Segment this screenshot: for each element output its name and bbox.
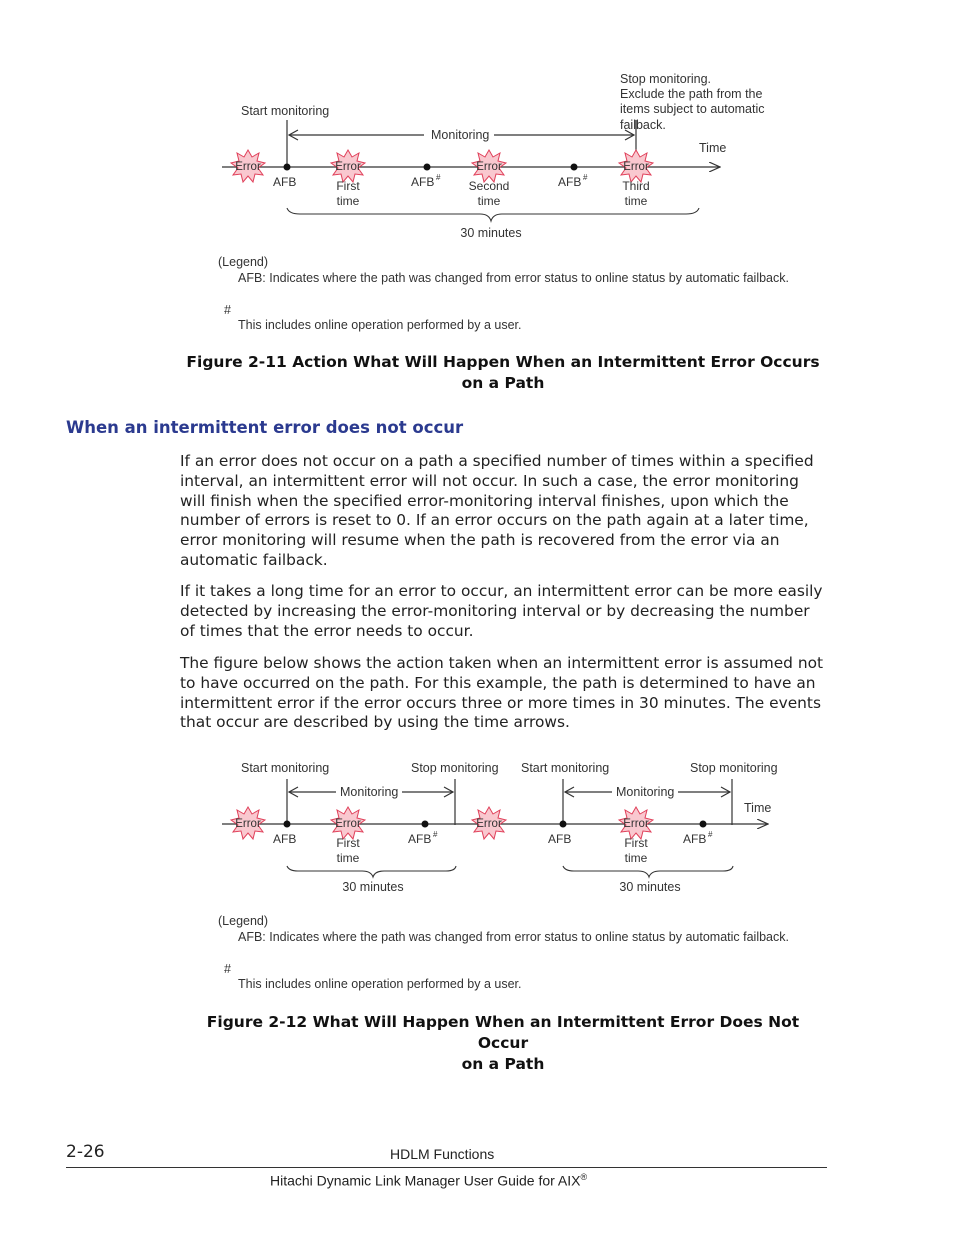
fig1-stop-line1: Stop monitoring. bbox=[620, 72, 712, 86]
figure-2-12-caption-line2: on a Path bbox=[461, 1055, 545, 1073]
fig2-time-label: Time bbox=[744, 801, 772, 815]
fig1-afb-dot bbox=[284, 164, 291, 171]
fig2-first-label: First bbox=[624, 836, 648, 850]
footer-divider bbox=[66, 1167, 827, 1168]
fig1-legend-title: (Legend) bbox=[218, 255, 269, 269]
footer-book-title bbox=[270, 1172, 587, 1189]
fig2-monitoring-label: Monitoring bbox=[616, 785, 675, 799]
fig2-error-text: Error bbox=[623, 818, 649, 830]
footer-section: HDLM Functions bbox=[390, 1146, 495, 1162]
fig1-error-text: Error bbox=[235, 161, 261, 173]
body-paragraph: If an error does not occur on a path a specified number of times within a specified interval, an intermittent error will not occur. In such a case, the error monitoring will finish when the specified error-monitoring interval finishes, upon which the number of errors is reset to 0. If an error occurs on the path again at a later time, error monitoring will resume when the path is recovered from the error via an automatic failback. bbox=[180, 452, 814, 569]
figure-2-12-caption bbox=[180, 1012, 826, 1075]
fig2-error-text: Error bbox=[335, 818, 361, 830]
fig2-afb-hash: # bbox=[433, 830, 438, 839]
fig1-afb-user-label: AFB bbox=[558, 175, 582, 189]
figure-2-11-caption-line1: Figure 2-11 Action What Will Happen When an Intermittent Error Occurs bbox=[186, 353, 820, 371]
fig2-duration: 30 minutes bbox=[619, 880, 681, 894]
fig1-afb-dot bbox=[571, 164, 578, 171]
fig2-error-text: Error bbox=[235, 818, 261, 830]
fig1-error-text: Error bbox=[335, 161, 361, 173]
fig1-time-word: time bbox=[477, 194, 501, 208]
fig2-afb-hash: # bbox=[708, 830, 713, 839]
figure-2-11-caption-line2: on a Path bbox=[461, 374, 545, 392]
body-paragraph: The figure below shows the action taken when an intermittent error is assumed not to have occurred on the path. For this example, the path is determined to have an intermittent error if the error occurs three or more times in 30 minutes. The events that occur are described by using the time arrows. bbox=[180, 654, 824, 732]
fig2-monitoring-label: Monitoring bbox=[340, 785, 399, 799]
figure-2-11 bbox=[218, 72, 789, 332]
fig1-error-text: Error bbox=[623, 161, 649, 173]
fig2-afb-label: AFB bbox=[273, 832, 297, 846]
registered-mark: ® bbox=[580, 1172, 588, 1182]
fig2-stop-label: Stop monitoring bbox=[690, 761, 778, 775]
fig1-afb-dot bbox=[424, 164, 431, 171]
fig1-afb-hash: # bbox=[436, 173, 441, 182]
fig1-legend-hash: # bbox=[224, 303, 231, 317]
fig2-duration: 30 minutes bbox=[342, 880, 404, 894]
figure-2-12 bbox=[218, 761, 789, 991]
fig1-time-word: time bbox=[336, 194, 360, 208]
fig2-duration-brace bbox=[287, 866, 456, 877]
fig1-time-label: Time bbox=[699, 141, 727, 155]
fig2-afb-dot bbox=[284, 821, 291, 828]
fig2-stop-label: Stop monitoring bbox=[411, 761, 499, 775]
fig1-error-text: Error bbox=[476, 161, 502, 173]
fig2-error-text: Error bbox=[476, 818, 502, 830]
fig1-stop-line4: failback. bbox=[620, 118, 666, 132]
fig2-start-label: Start monitoring bbox=[521, 761, 610, 775]
fig2-legend-hash: # bbox=[224, 962, 231, 976]
fig1-third-label: Third bbox=[622, 179, 650, 193]
fig1-legend-user: This includes online operation performed by a user. bbox=[238, 318, 522, 332]
figure-2-12-caption-line1: Figure 2-12 What Will Happen When an Intermittent Error Does Not Occur bbox=[206, 1013, 800, 1052]
page-number: 2-26 bbox=[66, 1142, 105, 1162]
fig1-first-label: First bbox=[336, 179, 360, 193]
fig1-afb-label: AFB bbox=[273, 175, 297, 189]
book-title-text: Hitachi Dynamic Link Manager User Guide for AIX bbox=[270, 1172, 581, 1189]
fig1-duration-brace bbox=[287, 208, 699, 221]
fig1-monitoring-label: Monitoring bbox=[431, 128, 490, 142]
fig1-afb-user-label: AFB bbox=[411, 175, 435, 189]
fig1-stop-line3: items subject to automatic bbox=[620, 102, 765, 116]
fig2-afb-dot bbox=[560, 821, 567, 828]
fig2-legend-afb: AFB: Indicates where the path was changed from error status to online status by automatic failback. bbox=[238, 930, 789, 944]
fig2-legend-user: This includes online operation performed by a user. bbox=[238, 977, 522, 991]
fig1-stop-line2: Exclude the path from the bbox=[620, 87, 763, 101]
fig1-time-word: time bbox=[624, 194, 648, 208]
fig1-second-label: Second bbox=[468, 179, 510, 193]
fig2-first-label: First bbox=[336, 836, 360, 850]
fig2-afb-dot bbox=[422, 821, 429, 828]
fig2-start-label: Start monitoring bbox=[241, 761, 330, 775]
figure-2-11-caption bbox=[180, 352, 826, 394]
fig2-afb-user-label: AFB bbox=[683, 832, 707, 846]
fig2-time-word: time bbox=[336, 851, 360, 865]
section-heading: When an intermittent error does not occur bbox=[66, 418, 464, 437]
fig2-legend-title: (Legend) bbox=[218, 914, 269, 928]
fig2-duration-brace bbox=[563, 866, 733, 877]
fig1-afb-hash: # bbox=[583, 173, 588, 182]
body-paragraph: If it takes a long time for an error to occur, an intermittent error can be more easily detected by increasing the error-monitoring interval or by decreasing the number of times that the error needs to occur. bbox=[180, 582, 823, 640]
fig1-duration: 30 minutes bbox=[460, 226, 522, 240]
fig1-legend-afb: AFB: Indicates where the path was changed from error status to online status by automatic failback. bbox=[238, 271, 789, 285]
fig2-time-word: time bbox=[624, 851, 648, 865]
fig2-afb-label: AFB bbox=[548, 832, 572, 846]
fig2-afb-dot bbox=[700, 821, 707, 828]
fig1-start-label: Start monitoring bbox=[241, 104, 330, 118]
fig2-afb-user-label: AFB bbox=[408, 832, 432, 846]
